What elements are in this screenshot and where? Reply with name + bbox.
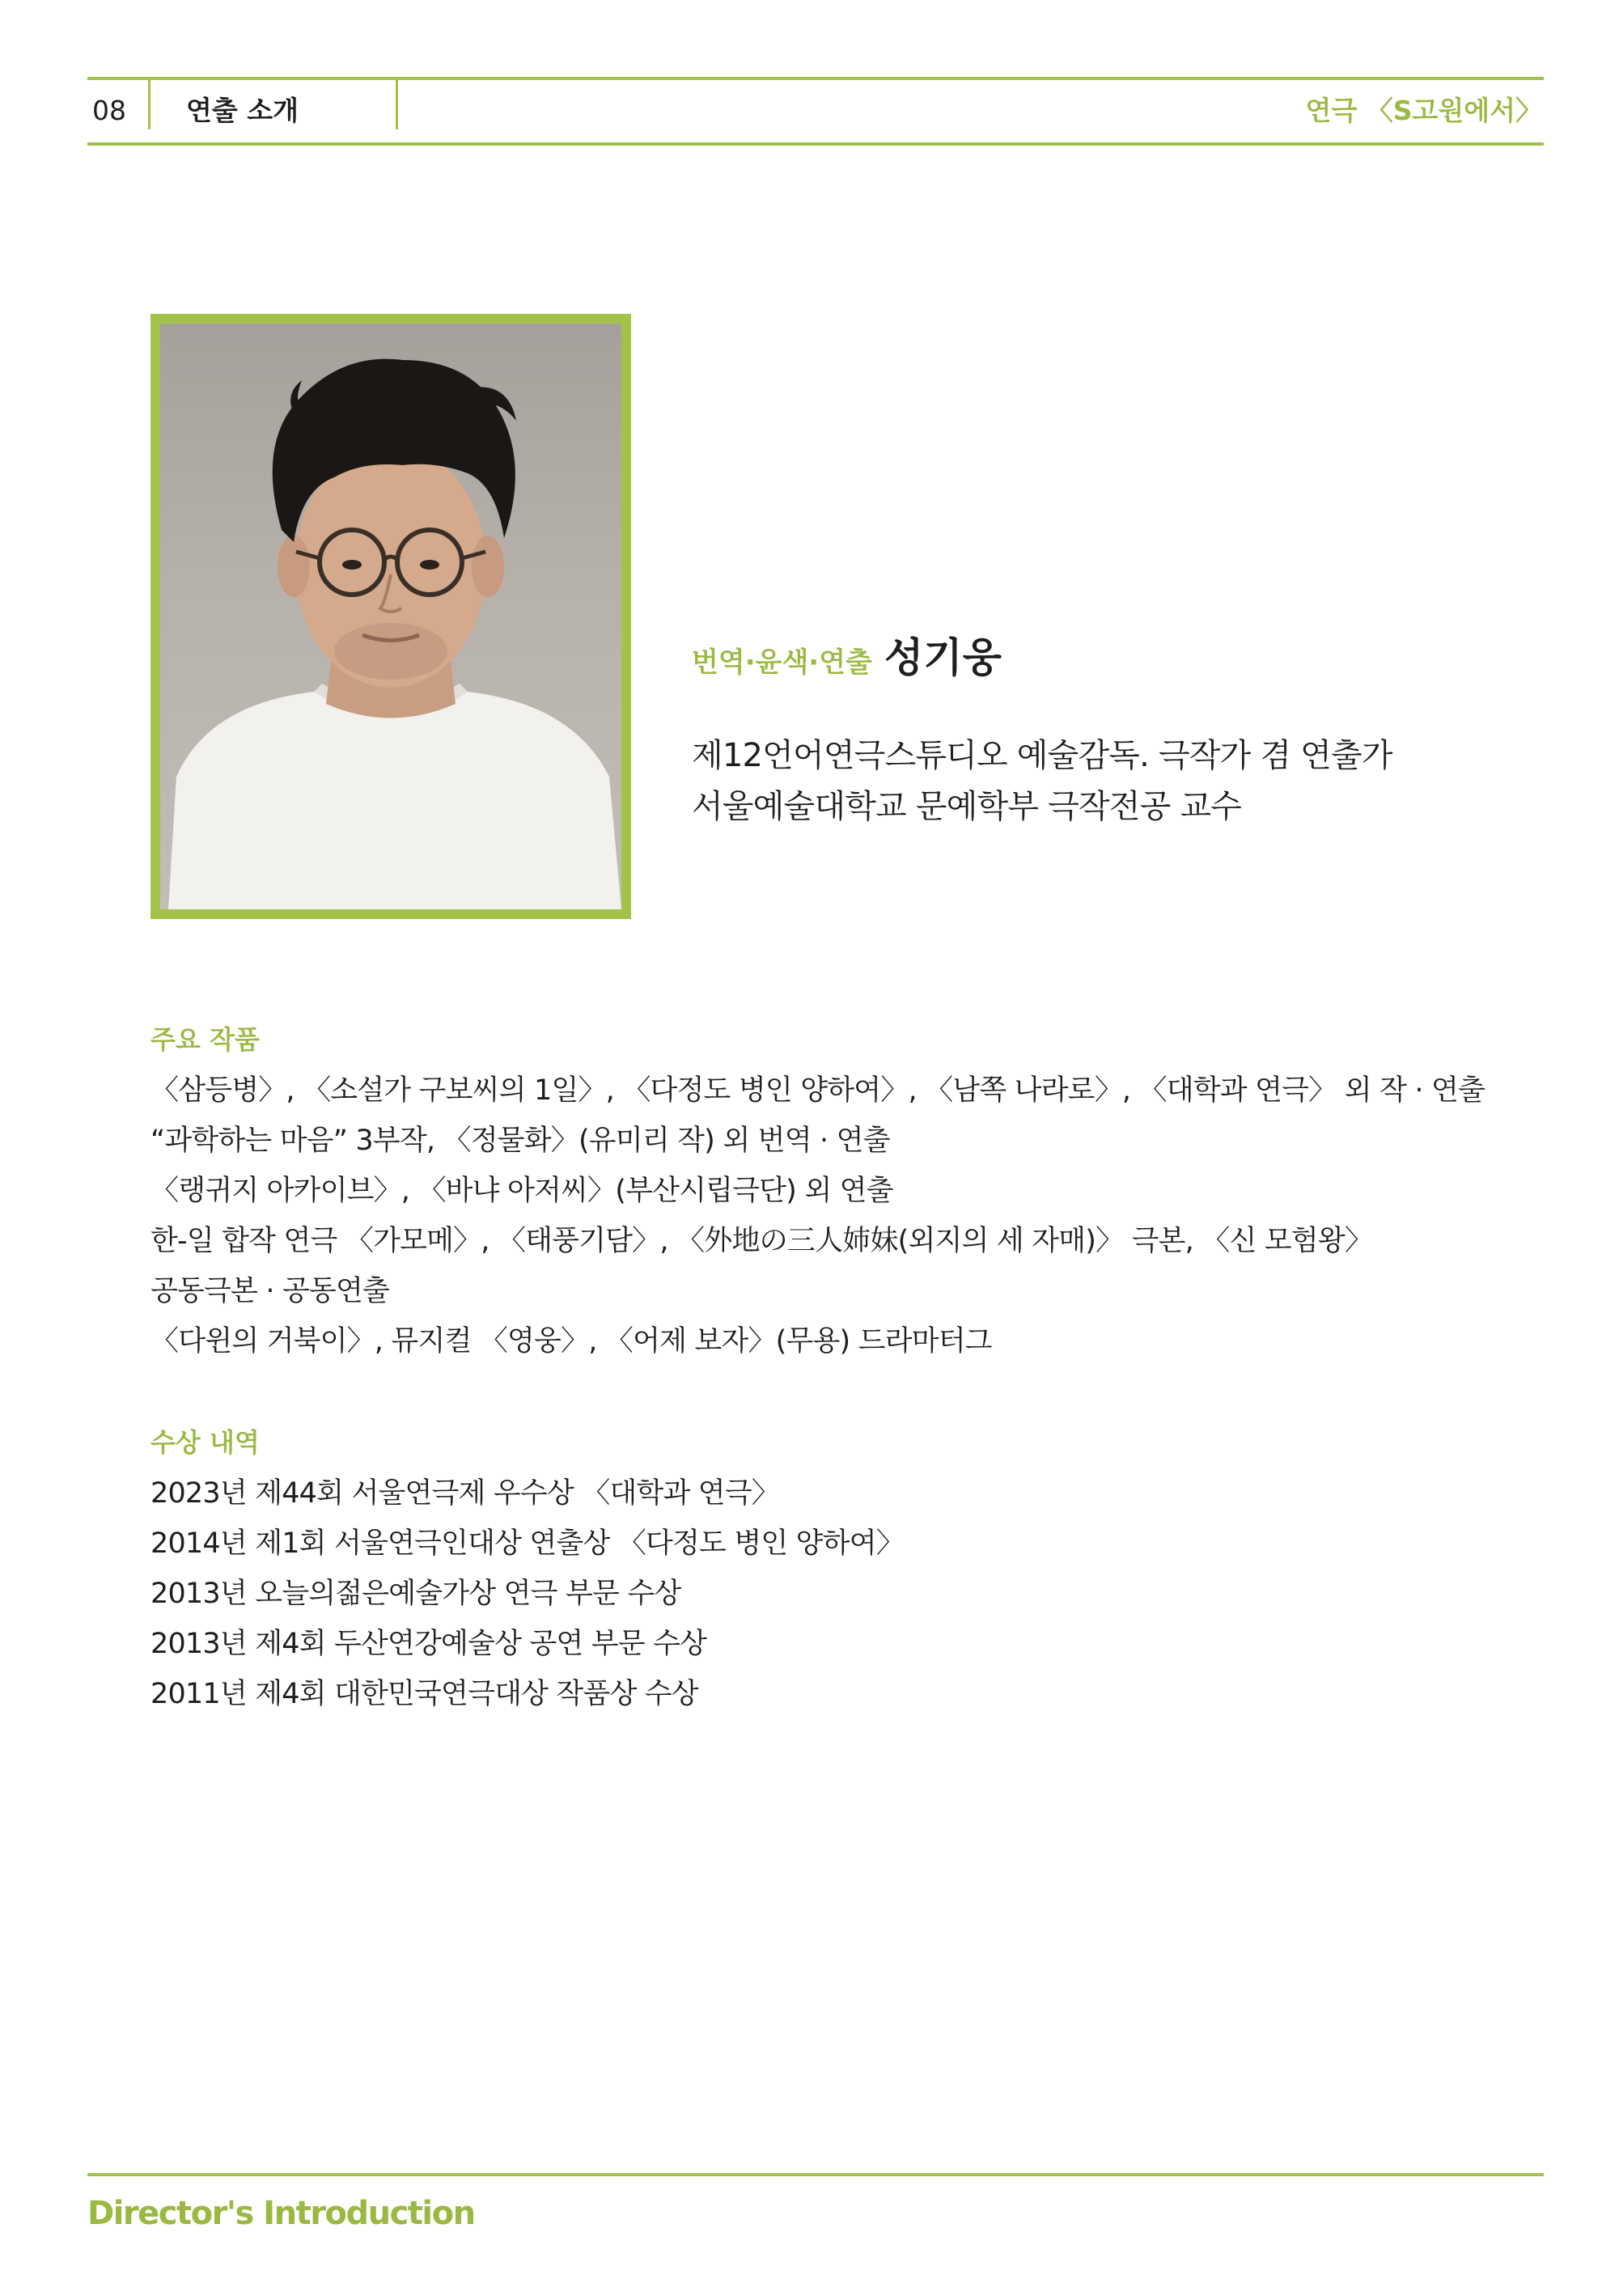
page-number: 08: [92, 95, 126, 126]
footer-label: Director's Introduction: [87, 2195, 475, 2232]
profile-bio-line: 제12언어연극스튜디오 예술감독. 극작가 겸 연출가: [692, 737, 1392, 774]
awards-section-title: 수상 내역: [150, 1427, 260, 1458]
works-item: 〈랭귀지 아카이브〉, 〈바냐 아저씨〉(부산시립극단) 외 연출: [150, 1175, 893, 1207]
awards-item: 2014년 제1회 서울연극인대상 연출상 〈다정도 병인 양하여〉: [150, 1527, 904, 1560]
awards-item: 2013년 오늘의젊은예술가상 연극 부문 수상: [150, 1578, 681, 1610]
profile-heading: [692, 625, 1002, 684]
works-item: 한-일 합작 연극 〈가모메〉, 〈태풍기담〉, 〈外地の三人姉妹(외지의 세 자매)〉 극본, 〈신 모험왕〉: [150, 1225, 1373, 1257]
awards-item: 2023년 제44회 서울연극제 우수상 〈대학과 연극〉: [150, 1477, 779, 1510]
header-divider-1: [148, 80, 150, 129]
document-title: 연극 〈S고원에서〉: [1305, 95, 1542, 126]
section-label: 연출 소개: [186, 95, 299, 126]
header-bottom-rule: [87, 142, 1544, 146]
works-item: 〈다윈의 거북이〉, 뮤지컬 〈영웅〉, 〈어제 보자〉(무용) 드라마터그: [150, 1325, 992, 1358]
portrait-illustration: [160, 324, 621, 909]
header-top-rule: [87, 77, 1544, 80]
profile-name: 성기웅: [884, 634, 1002, 681]
portrait-photo: [160, 324, 621, 909]
works-item: “과학하는 마음” 3부작, 〈정물화〉(유미리 작) 외 번역 · 연출: [150, 1125, 890, 1157]
awards-item: 2011년 제4회 대한민국연극대상 작품상 수상: [150, 1678, 698, 1710]
portrait-frame: [150, 314, 631, 919]
profile-roles: 번역·윤색·연출: [692, 646, 872, 679]
works-item: 공동극본 · 공동연출: [150, 1275, 390, 1307]
works-item: 〈삼등병〉, 〈소설가 구보씨의 1일〉, 〈다정도 병인 양하여〉, 〈남쪽 나라로〉, 〈대학과 연극〉 외 작 · 연출: [150, 1074, 1485, 1107]
awards-item: 2013년 제4회 두산연강예술상 공연 부문 수상: [150, 1628, 707, 1660]
works-section-title: 주요 작품: [150, 1024, 260, 1055]
header-divider-2: [396, 80, 398, 129]
profile-bio-line: 서울예술대학교 문예학부 극작전공 교수: [692, 788, 1242, 825]
footer-rule: [87, 2173, 1544, 2176]
